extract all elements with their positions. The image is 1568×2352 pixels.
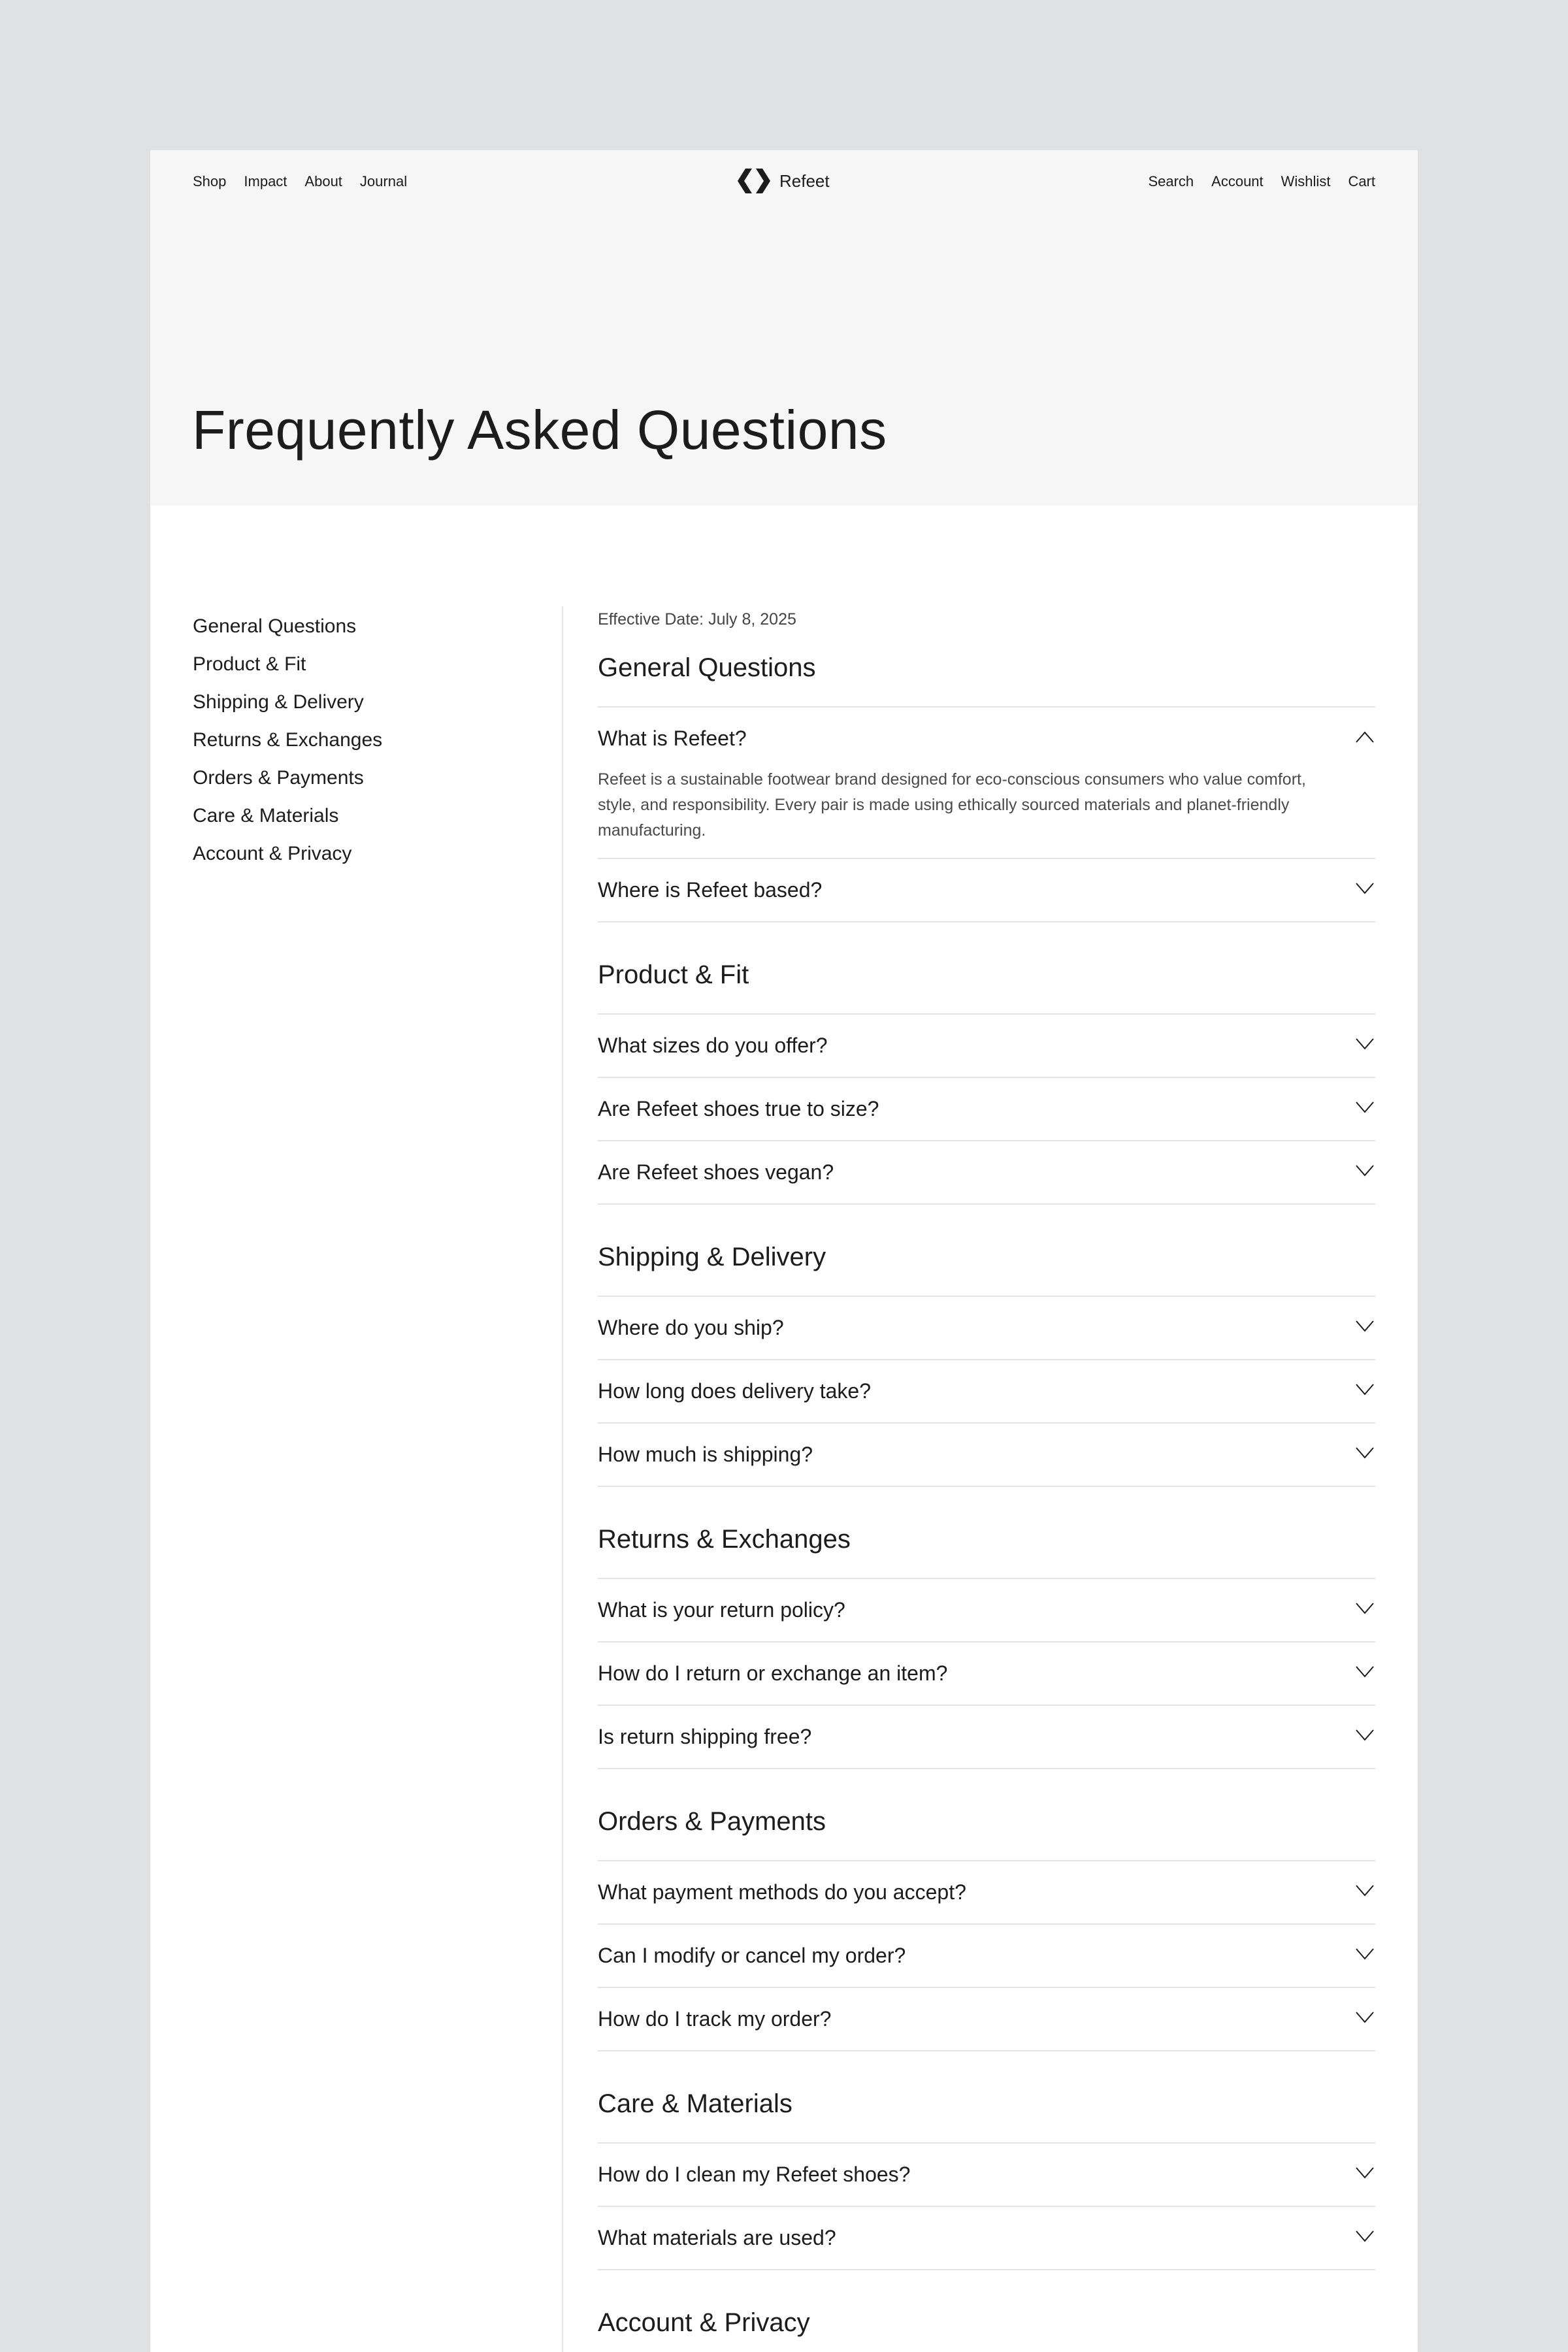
faq-question-toggle[interactable] <box>598 1013 1375 1077</box>
faq-question-toggle[interactable] <box>598 1140 1375 1203</box>
chevron-down-icon[interactable] <box>1356 1102 1374 1113</box>
faq-question-text: Are Refeet shoes true to size? <box>598 1097 879 1120</box>
faq-question-toggle[interactable] <box>598 1923 1375 1987</box>
chevron-down-icon[interactable] <box>1356 1729 1374 1741</box>
faq-question-text: Where is Refeet based? <box>598 878 823 902</box>
section-heading: Shipping & Delivery <box>598 1243 826 1271</box>
faq-question-text: Is return shipping free? <box>598 1725 812 1748</box>
faq-section <box>598 653 1375 960</box>
faq-question-toggle[interactable] <box>598 1641 1375 1705</box>
sidebar-item-care[interactable]: Care & Materials <box>193 805 339 826</box>
faq-question-text: Can I modify or cancel my order? <box>598 1944 906 1967</box>
faq-question-toggle[interactable] <box>598 1359 1375 1422</box>
nav-link-search[interactable]: Search <box>1148 173 1194 189</box>
chevron-down-icon[interactable] <box>1356 2230 1374 2242</box>
faq-question-toggle[interactable] <box>598 858 1375 921</box>
brand-logo[interactable] <box>735 167 830 195</box>
page <box>150 150 1418 2352</box>
column-divider <box>562 606 563 2352</box>
sidebar-item-returns[interactable]: Returns & Exchanges <box>193 729 383 751</box>
hero-banner <box>150 150 1418 506</box>
faq-question-toggle[interactable] <box>598 1422 1375 1486</box>
faq-section <box>598 1807 1375 2089</box>
nav-link-about[interactable]: About <box>304 173 342 189</box>
nav-link-journal[interactable]: Journal <box>359 173 408 189</box>
sidebar-item-orders[interactable]: Orders & Payments <box>193 767 364 789</box>
faq-question-toggle[interactable] <box>598 706 1375 770</box>
sidebar-item-shipping[interactable]: Shipping & Delivery <box>193 691 364 713</box>
faq-answer: Refeet is a sustainable footwear brand designed for eco-conscious consumers who value comfort, style, and responsibility. Every pair is made using ethically sourced materials and planet-friendly manufacturing. <box>598 770 1306 840</box>
faq-question-text: How much is shipping? <box>598 1443 813 1466</box>
faq-section <box>598 960 1375 1243</box>
faq-section <box>598 1243 1375 1525</box>
faq-question-text: How do I clean my Refeet shoes? <box>598 2163 911 2186</box>
nav-link-impact[interactable]: Impact <box>244 173 287 189</box>
utility-nav <box>1130 173 1375 190</box>
faq-question-toggle[interactable] <box>598 1077 1375 1140</box>
chevron-down-icon[interactable] <box>1356 1384 1374 1396</box>
faq-question-text: What is your return policy? <box>598 1598 845 1622</box>
faq-question-toggle[interactable] <box>598 1296 1375 1359</box>
section-heading: Account & Privacy <box>598 2308 810 2337</box>
chevron-down-icon[interactable] <box>1356 883 1374 894</box>
faq-question-text: Where do you ship? <box>598 1316 784 1339</box>
faq-question-toggle[interactable] <box>598 1987 1375 2050</box>
page-title: Frequently Asked Questions <box>192 399 887 461</box>
faq-question-toggle[interactable] <box>598 1578 1375 1641</box>
sidebar-item-account[interactable]: Account & Privacy <box>193 843 352 864</box>
faq-question-text: How long does delivery take? <box>598 1379 872 1403</box>
nav-link-wishlist[interactable]: Wishlist <box>1281 173 1331 189</box>
nav-link-shop[interactable]: Shop <box>193 173 227 189</box>
sidebar-item-product-fit[interactable]: Product & Fit <box>193 653 306 675</box>
chevron-down-icon[interactable] <box>1356 1885 1374 1897</box>
chevron-down-icon[interactable] <box>1356 1038 1374 1050</box>
chevron-down-icon[interactable] <box>1356 1447 1374 1459</box>
faq-question-text: What sizes do you offer? <box>598 1034 828 1057</box>
nav-link-account[interactable]: Account <box>1211 173 1264 189</box>
chevron-down-icon[interactable] <box>1356 1320 1374 1332</box>
sidebar-item-general[interactable]: General Questions <box>193 615 357 637</box>
faq-question-text: What is Refeet? <box>598 727 747 750</box>
nav-link-cart[interactable]: Cart <box>1348 173 1375 189</box>
faq-question-toggle[interactable] <box>598 2142 1375 2206</box>
effective-date: Effective Date: July 8, 2025 <box>598 610 796 629</box>
faq-question-toggle[interactable] <box>598 1860 1375 1923</box>
faq-content <box>598 608 1375 2352</box>
section-heading: Orders & Payments <box>598 1807 826 1836</box>
chevron-down-icon[interactable] <box>1356 1165 1374 1177</box>
faq-question-text: Are Refeet shoes vegan? <box>598 1160 834 1184</box>
faq-section <box>598 1525 1375 1807</box>
faq-section <box>598 2308 1375 2352</box>
faq-sections <box>598 653 1375 2352</box>
faq-question-text: What payment methods do you accept? <box>598 1880 966 1904</box>
chevron-down-icon[interactable] <box>1356 1603 1374 1614</box>
refeet-logo-icon <box>735 167 772 195</box>
chevron-down-icon[interactable] <box>1356 1948 1374 1960</box>
chevron-down-icon[interactable] <box>1356 2167 1374 2179</box>
section-heading: Product & Fit <box>598 960 749 989</box>
section-heading: Returns & Exchanges <box>598 1525 851 1554</box>
faq-question-text: How do I track my order? <box>598 2007 832 2031</box>
section-heading: Care & Materials <box>598 2089 792 2118</box>
faq-question-text: How do I return or exchange an item? <box>598 1661 948 1685</box>
brand-name: Refeet <box>779 171 830 191</box>
section-heading: General Questions <box>598 653 816 682</box>
primary-nav <box>193 173 425 190</box>
chevron-up-icon[interactable] <box>1356 731 1374 743</box>
faq-section <box>598 2089 1375 2308</box>
faq-question-toggle[interactable] <box>598 1705 1375 1768</box>
chevron-down-icon[interactable] <box>1356 1666 1374 1678</box>
faq-question-toggle[interactable] <box>598 2206 1375 2269</box>
faq-question-text: What materials are used? <box>598 2226 836 2249</box>
faq-sidebar <box>193 608 382 873</box>
chevron-down-icon[interactable] <box>1356 2012 1374 2023</box>
